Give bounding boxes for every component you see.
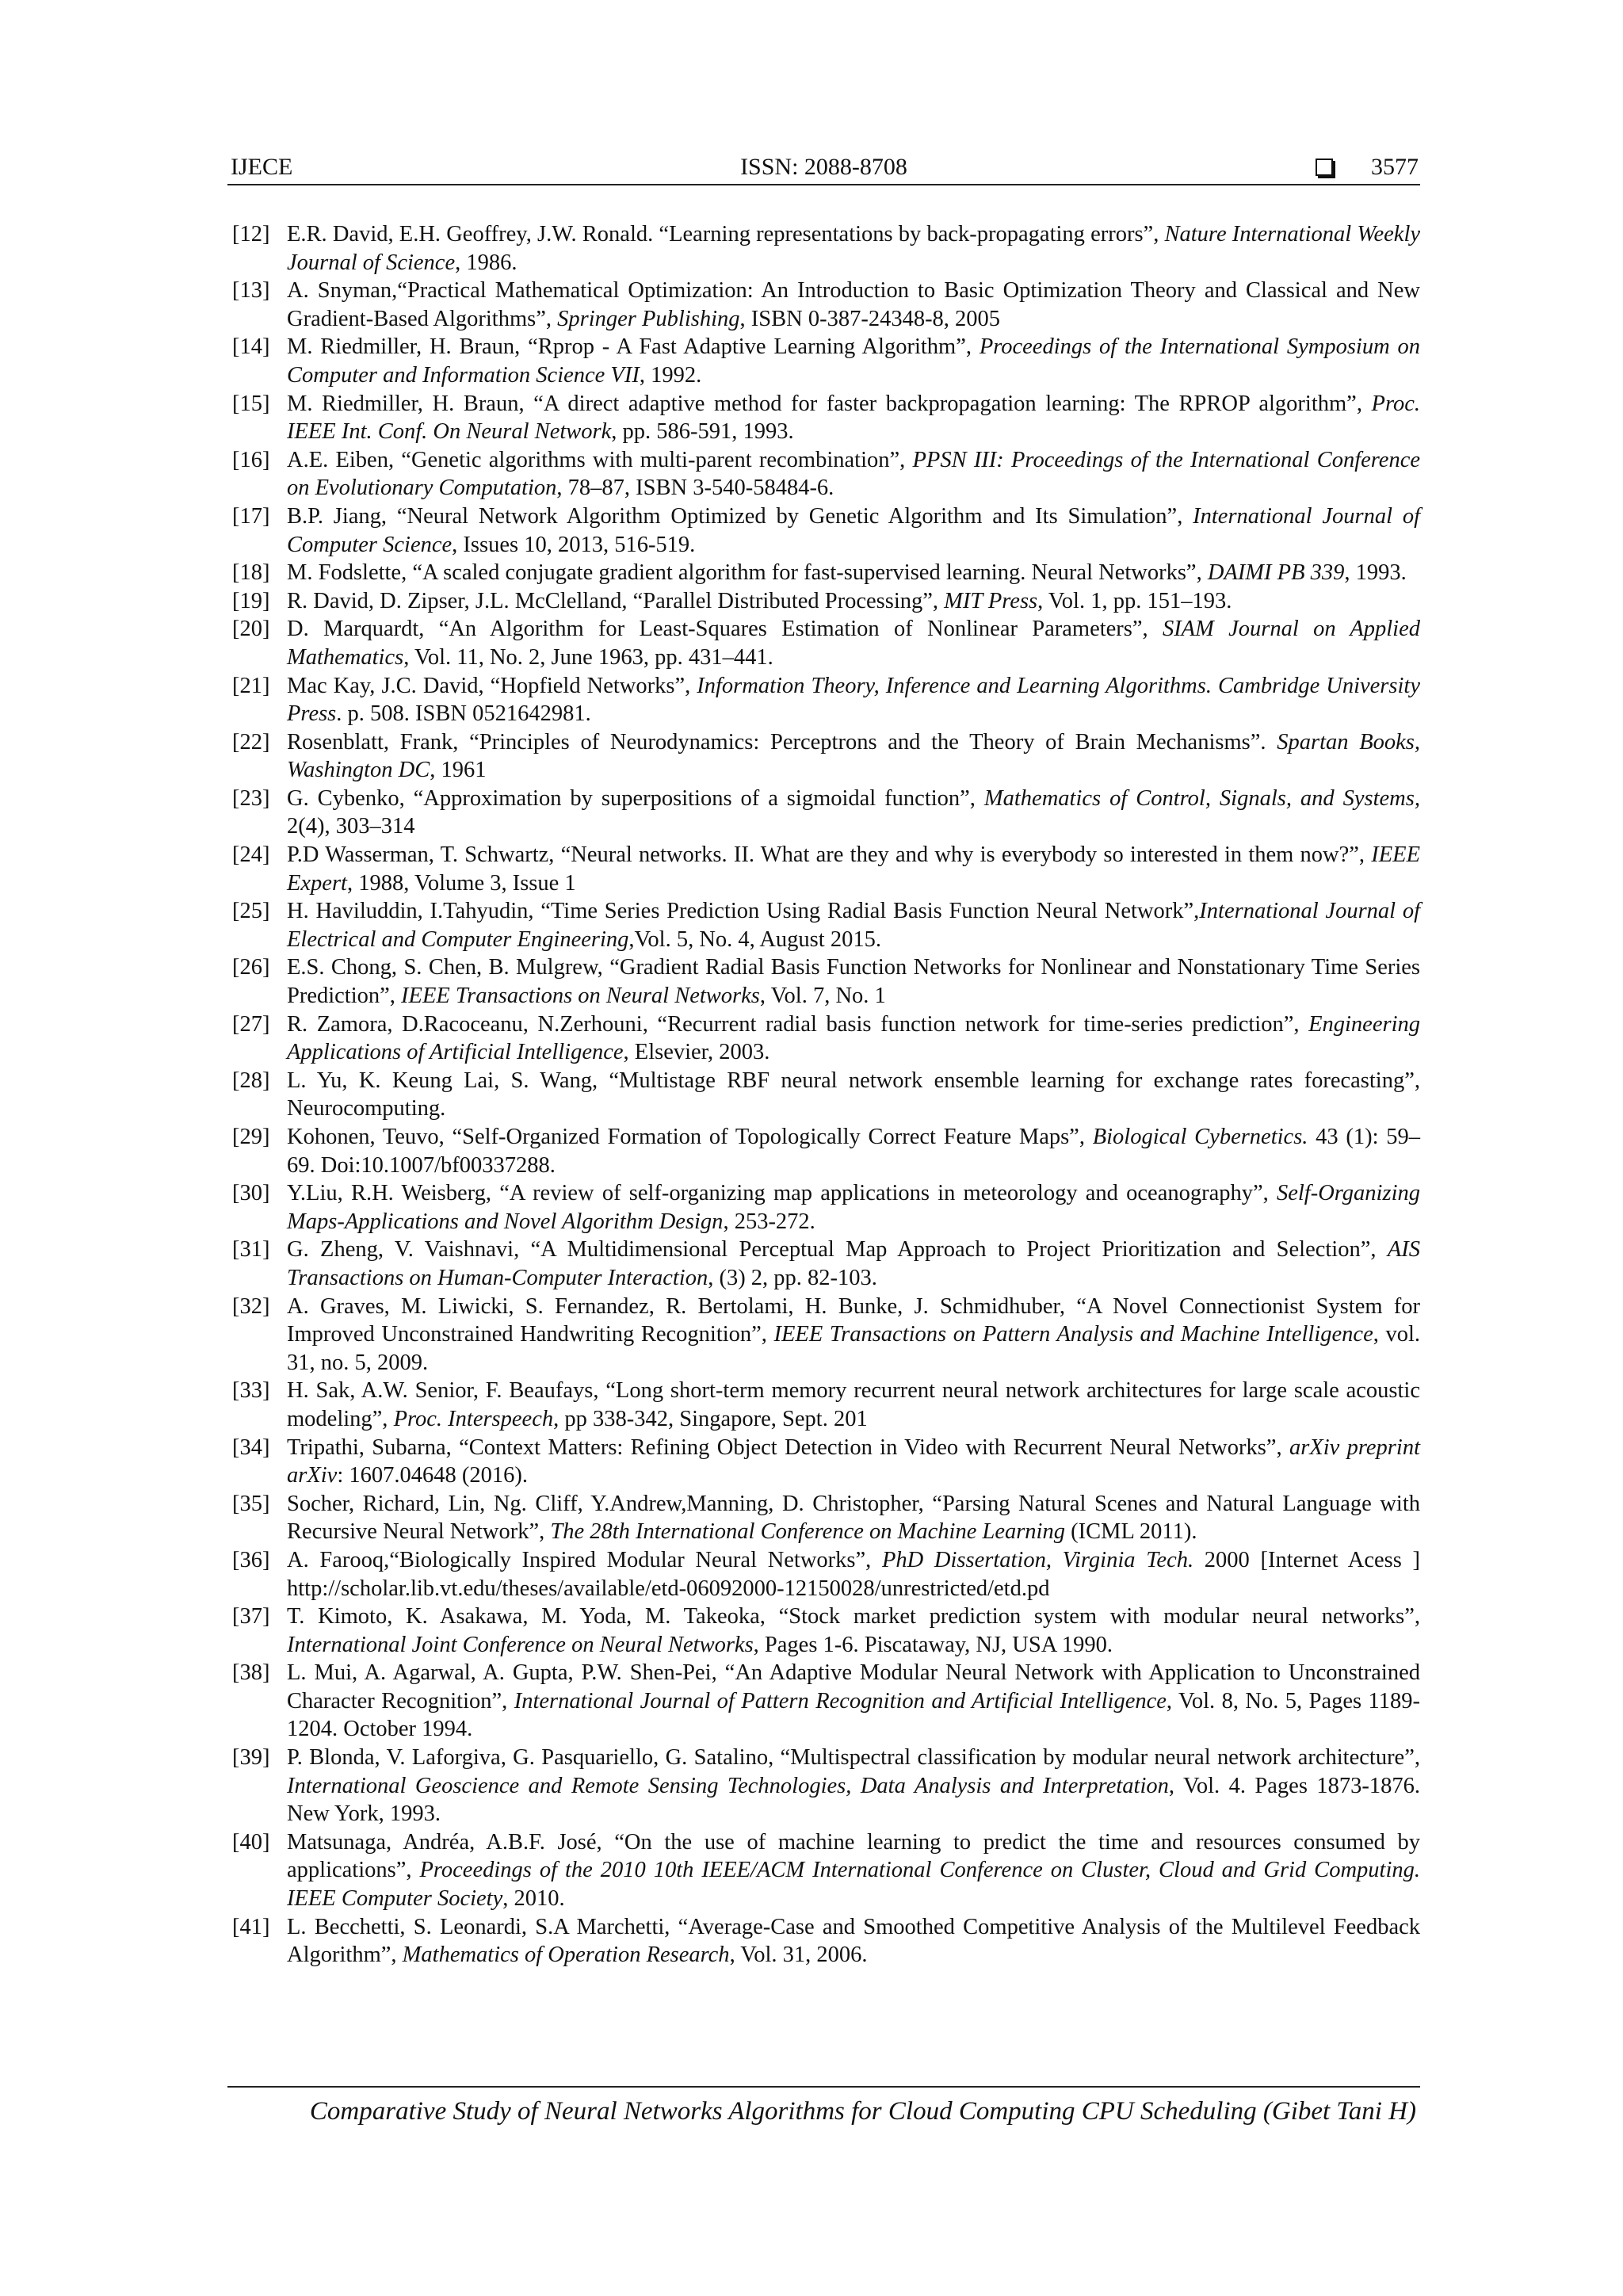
reference-source: PhD Dissertation, Virginia Tech.	[881, 1547, 1194, 1572]
reference-number: [20]	[232, 617, 270, 642]
reference-segment: , Vol. 8, No. 5, Pages 1189-1204. October 1994.	[287, 1688, 1420, 1742]
reference-source: Information Theory, Inference and Learning Algorithms. Cambridge University Press	[287, 673, 1420, 727]
reference-text	[287, 446, 1420, 502]
reference-segment: , Vol. 4. Pages 1873-1876. New York, 1993.	[287, 1773, 1420, 1827]
reference-text	[287, 277, 1420, 333]
reference-source: Proceedings of the International Symposium on Computer and Information Science VII	[287, 334, 1420, 388]
reference-item	[227, 1744, 1420, 1828]
reference-segment: , (3) 2, pp. 82-103.	[708, 1265, 877, 1290]
reference-text	[287, 728, 1420, 785]
page-header	[227, 151, 1420, 185]
reference-segment: . p. 508. ISBN 0521642981.	[336, 701, 591, 727]
reference-source: DAIMI PB 339	[1207, 560, 1345, 586]
reference-number: [25]	[232, 899, 270, 924]
reference-number: [23]	[232, 785, 270, 811]
reference-segment: Matsunaga, Andréa, A.B.F. José, “On the use of machine learning to predict the time and resources consumed by applications”,	[287, 1829, 1420, 1883]
reference-text	[287, 502, 1420, 559]
reference-item	[227, 446, 1420, 502]
reference-number: [30]	[232, 1181, 270, 1206]
reference-number: [24]	[232, 842, 270, 868]
reference-segment: T. Kimoto, K. Asakawa, M. Yoda, M. Takeoka, “Stock market prediction system with modular neural networks”,	[287, 1604, 1420, 1629]
reference-item	[227, 220, 1420, 277]
reference-segment: , ISBN 0-387-24348-8, 2005	[739, 306, 1001, 331]
reference-segment: : 1607.04648 (2016).	[337, 1463, 528, 1488]
reference-text	[287, 1546, 1420, 1603]
reference-source: AIS Transactions on Human-Computer Interaction	[287, 1237, 1420, 1290]
reference-segment: H. Sak, A.W. Senior, F. Beaufays, “Long short-term memory recurrent neural network architectures for large scale acoustic modeling”,	[287, 1378, 1420, 1431]
reference-text	[287, 1010, 1420, 1067]
reference-number: [38]	[232, 1660, 270, 1686]
reference-source: PPSN III: Proceedings of the International Conference on Evolutionary Computation	[287, 447, 1420, 501]
reference-number: [28]	[232, 1068, 270, 1093]
reference-item	[227, 672, 1420, 728]
reference-number: [19]	[232, 588, 270, 613]
reference-source: Self-Organizing Maps-Applications and Novel Algorithm Design	[287, 1181, 1420, 1234]
reference-item	[227, 277, 1420, 333]
reference-number: [15]	[232, 391, 270, 416]
reference-source: arXiv preprint arXiv	[287, 1435, 1420, 1488]
page-footer: Comparative Study of Neural Networks Algorithms for Cloud Computing CPU Scheduling (Gibet Tani H)	[309, 2097, 1416, 2126]
reference-segment: L. Becchetti, S. Leonardi, S.A Marchetti, “Average-Case and Smoothed Competitive Analysis of the Multilevel Feedback Algorithm”,	[287, 1914, 1420, 1968]
reference-segment: Kohonen, Teuvo, “Self-Organized Formation of Topologically Correct Feature Maps”,	[287, 1125, 1093, 1149]
reference-item	[227, 1010, 1420, 1067]
reference-segment: 43 (1): 59–69. Doi:10.1007/bf00337288.	[287, 1125, 1421, 1178]
reference-number: [29]	[232, 1125, 270, 1149]
reference-source: Engineering Applications of Artificial Intelligence	[287, 1011, 1420, 1065]
reference-text	[287, 1828, 1420, 1913]
reference-source: International Geoscience and Remote Sensing Technologies, Data Analysis and Interpretation	[287, 1773, 1169, 1798]
reference-segment: , 1986.	[455, 250, 517, 275]
reference-segment: G. Zheng, V. Vaishnavi, “A Multidimensional Perceptual Map Approach to Project Prioritization and Selection”,	[287, 1237, 1388, 1263]
reference-text	[287, 1236, 1420, 1292]
reference-source: Spartan Books, Washington DC	[287, 729, 1420, 783]
reference-source: Proceedings of the 2010 10th IEEE/ACM International Conference on Cluster, Cloud and Grid Computing. IEEE Computer Society	[287, 1858, 1420, 1912]
reference-segment: , 1961	[430, 758, 487, 783]
reference-item	[227, 615, 1420, 671]
reference-text	[287, 1659, 1420, 1744]
reference-segment: R. Zamora, D.Racoceanu, N.Zerhouni, “Recurrent radial basis function network for time-series prediction”,	[287, 1011, 1309, 1037]
reference-segment: Tripathi, Subarna, “Context Matters: Refining Object Detection in Video with Recurrent Neural Networks”,	[287, 1435, 1289, 1460]
reference-source: SIAM Journal on Applied Mathematics	[287, 617, 1420, 670]
reference-segment: , Vol. 31, 2006.	[729, 1943, 868, 1968]
reference-number: [31]	[232, 1237, 270, 1263]
reference-text	[287, 1913, 1420, 1969]
reference-number: [41]	[232, 1914, 270, 1939]
reference-item	[227, 390, 1420, 446]
reference-segment: E.R. David, E.H. Geoffrey, J.W. Ronald. “Learning representations by back-propagating errors”,	[287, 222, 1165, 246]
reference-number: [14]	[232, 334, 270, 360]
reference-source: Mathematics of Operation Research	[402, 1943, 730, 1968]
reference-number: [12]	[232, 222, 270, 246]
reference-text	[287, 841, 1420, 897]
reference-item	[227, 728, 1420, 785]
reference-segment: , 1992.	[639, 362, 702, 388]
reference-segment: , Elsevier, 2003.	[623, 1040, 770, 1065]
reference-item	[227, 1913, 1420, 1969]
reference-number: [34]	[232, 1435, 270, 1460]
reference-segment: P.D Wasserman, T. Schwartz, “Neural networks. II. What are they and why is everybody so interested in them now?”,	[287, 842, 1372, 868]
reference-segment: G. Cybenko, “Approximation by superpositions of a sigmoidal function”,	[287, 785, 984, 811]
reference-source: International Journal of Pattern Recognition and Artificial Intelligence	[514, 1688, 1167, 1713]
reference-number: [35]	[232, 1491, 270, 1516]
reference-segment: H. Haviluddin, I.Tahyudin, “Time Series Prediction Using Radial Basis Function Neural Network”,	[287, 899, 1200, 924]
reference-segment: Y.Liu, R.H. Weisberg, “A review of self-organizing map applications in meteorology and oceanography”,	[287, 1181, 1277, 1206]
reference-segment: D. Marquardt, “An Algorithm for Least-Squares Estimation of Nonlinear Parameters”,	[287, 617, 1163, 642]
reference-number: [39]	[232, 1745, 270, 1771]
reference-text	[287, 897, 1420, 953]
reference-text	[287, 1293, 1420, 1377]
reference-segment: L. Mui, A. Agarwal, A. Gupta, P.W. Shen-Pei, “An Adaptive Modular Neural Network with Application to Unconstrained Character Recognition”,	[287, 1660, 1420, 1713]
reference-text	[287, 220, 1420, 277]
reference-segment: 2(4), 303–314	[287, 814, 415, 839]
reference-segment: Socher, Richard, Lin, Ng. Cliff, Y.Andrew,Manning, D. Christopher, “Parsing Natural Scenes and Natural Language with Recursive Neural Network”,	[287, 1491, 1420, 1545]
reference-item	[227, 1123, 1420, 1179]
reference-text	[287, 559, 1420, 587]
reference-text	[287, 587, 1420, 616]
reference-text	[287, 1123, 1420, 1179]
reference-item	[227, 559, 1420, 587]
reference-item	[227, 587, 1420, 616]
page-number: 3577	[1371, 154, 1419, 180]
reference-text	[287, 1377, 1420, 1433]
square-box-icon	[1316, 159, 1333, 176]
reference-segment: , 78–87, ISBN 3-540-58484-6.	[556, 476, 834, 501]
reference-segment: M. Riedmiller, H. Braun, “Rprop - A Fast Adaptive Learning Algorithm”,	[287, 334, 980, 360]
reference-item	[227, 502, 1420, 559]
reference-source: Springer Publishing	[557, 306, 740, 331]
reference-text	[287, 615, 1420, 671]
reference-segment: , Vol. 1, pp. 151–193.	[1037, 588, 1232, 613]
reference-segment: (ICML 2011).	[1064, 1519, 1197, 1545]
reference-item	[227, 1067, 1420, 1123]
reference-segment: A. Snyman,“Practical Mathematical Optimization: An Introduction to Basic Optimization Theory and Classical and New Gradient-Based Algorithms”,	[287, 278, 1420, 331]
reference-segment: , 1993.	[1344, 560, 1407, 586]
reference-text	[287, 785, 1420, 841]
reference-text	[287, 1067, 1420, 1123]
page-number-group	[1316, 151, 1419, 184]
reference-segment: , 1988, Volume 3, Issue 1	[346, 870, 576, 896]
reference-number: [13]	[232, 278, 270, 304]
reference-number: [16]	[232, 447, 270, 472]
reference-segment: , Issues 10, 2013, 516-519.	[452, 532, 696, 557]
reference-segment: , 253-272.	[723, 1209, 815, 1234]
reference-segment: , Vol. 11, No. 2, June 1963, pp. 431–441.	[403, 644, 773, 670]
reference-segment: A.E. Eiben, “Genetic algorithms with multi-parent recombination”,	[287, 447, 913, 472]
reference-segment: Rosenblatt, Frank, “Principles of Neurodynamics: Perceptrons and the Theory of Brain Mechanisms”.	[287, 729, 1277, 755]
reference-item	[227, 1603, 1420, 1659]
reference-text	[287, 333, 1420, 389]
reference-item	[227, 785, 1420, 841]
reference-number: [36]	[232, 1547, 270, 1572]
reference-number: [32]	[232, 1293, 270, 1319]
reference-source: Nature International Weekly Journal of Science	[287, 222, 1421, 275]
reference-text	[287, 1603, 1420, 1659]
reference-source: IEEE Expert	[287, 842, 1420, 896]
reference-segment: 2000 [Internet Acess ] http://scholar.lib.vt.edu/theses/available/etd-06092000-12150028/unrestricted/etd.pd	[287, 1547, 1420, 1601]
reference-source: Proc. Interspeech	[393, 1406, 554, 1431]
reference-item	[227, 1236, 1420, 1292]
reference-source: Proc. IEEE Int. Conf. On Neural Network	[287, 391, 1420, 445]
reference-text	[287, 1179, 1420, 1236]
reference-segment: Mac Kay, J.C. David, “Hopfield Networks”,	[287, 673, 697, 698]
reference-segment: , pp. 586-591, 1993.	[611, 419, 794, 445]
reference-item	[227, 953, 1420, 1010]
reference-text	[287, 1490, 1420, 1546]
reference-number: [37]	[232, 1604, 270, 1629]
reference-text	[287, 672, 1420, 728]
reference-segment: , 2010.	[502, 1886, 565, 1912]
reference-source: International Journal of Computer Science	[287, 503, 1420, 557]
reference-segment: B.P. Jiang, “Neural Network Algorithm Optimized by Genetic Algorithm and Its Simulation”,	[287, 503, 1193, 529]
reference-segment: E.S. Chong, S. Chen, B. Mulgrew, “Gradient Radial Basis Function Networks for Nonlinear and Nonstationary Time Series Prediction”,	[287, 955, 1420, 1009]
reference-item	[227, 1377, 1420, 1433]
reference-item	[227, 1546, 1420, 1603]
reference-item	[227, 1828, 1420, 1913]
reference-text	[287, 953, 1420, 1010]
reference-segment: A. Graves, M. Liwicki, S. Fernandez, R. Bertolami, H. Bunke, J. Schmidhuber, “A Novel Connectionist System for Improved Unconstrained Handwriting Recognition”,	[287, 1293, 1420, 1347]
reference-number: [21]	[232, 673, 270, 698]
reference-segment: ,Vol. 5, No. 4, August 2015.	[628, 926, 881, 952]
reference-source: The 28th International Conference on Machine Learning	[550, 1519, 1065, 1545]
reference-item	[227, 1659, 1420, 1744]
reference-source: International Joint Conference on Neural Networks	[287, 1632, 754, 1657]
reference-source: MIT Press	[944, 588, 1038, 613]
reference-segment: L. Yu, K. Keung Lai, S. Wang, “Multistage RBF neural network ensemble learning for exchange rates forecasting”, Neurocomputing.	[287, 1068, 1420, 1121]
reference-number: [40]	[232, 1829, 270, 1855]
reference-segment: , Pages 1-6. Piscataway, NJ, USA 1990.	[753, 1632, 1113, 1657]
reference-source: International Journal of Electrical and Computer Engineering	[287, 899, 1420, 952]
reference-number: [18]	[232, 560, 270, 586]
reference-number: [26]	[232, 955, 270, 980]
reference-item	[227, 1293, 1420, 1377]
reference-number: [22]	[232, 729, 270, 755]
reference-segment: M. Fodslette, “A scaled conjugate gradient algorithm for fast-supervised learning. Neural Networks”,	[287, 560, 1208, 586]
reference-text	[287, 390, 1420, 446]
reference-text	[287, 1434, 1420, 1490]
reference-source: Mathematics of Control, Signals, and Systems,	[983, 785, 1420, 811]
reference-segment: , vol. 31, no. 5, 2009.	[287, 1322, 1420, 1375]
reference-source: IEEE Transactions on Neural Networks	[401, 984, 760, 1009]
reference-item	[227, 1179, 1420, 1236]
reference-segment: M. Riedmiller, H. Braun, “A direct adaptive method for faster backpropagation learning: The RPROP algorithm”,	[287, 391, 1372, 416]
reference-segment: , Vol. 7, No. 1	[759, 984, 886, 1009]
reference-list	[227, 220, 1420, 1969]
journal-name: IJECE	[231, 154, 293, 180]
reference-item	[227, 897, 1420, 953]
reference-item	[227, 333, 1420, 389]
issn: ISSN: 2088-8708	[740, 154, 907, 180]
reference-item	[227, 1434, 1420, 1490]
reference-segment: P. Blonda, V. Laforgiva, G. Pasquariello, G. Satalino, “Multispectral classification by modular neural network architecture”,	[287, 1745, 1420, 1771]
reference-number: [33]	[232, 1378, 270, 1404]
reference-segment: A. Farooq,“Biologically Inspired Modular Neural Networks”,	[287, 1547, 882, 1572]
reference-text	[287, 1744, 1420, 1828]
reference-number: [17]	[232, 503, 270, 529]
reference-source: Biological Cybernetics.	[1092, 1125, 1308, 1149]
reference-segment: , pp 338-342, Singapore, Sept. 201	[553, 1406, 868, 1431]
reference-segment: R. David, D. Zipser, J.L. McClelland, “Parallel Distributed Processing”,	[287, 588, 945, 613]
reference-number: [27]	[232, 1011, 270, 1037]
reference-item	[227, 841, 1420, 897]
footer-divider	[227, 2086, 1420, 2088]
reference-item	[227, 1490, 1420, 1546]
reference-source: IEEE Transactions on Pattern Analysis and Machine Intelligence	[773, 1322, 1373, 1347]
